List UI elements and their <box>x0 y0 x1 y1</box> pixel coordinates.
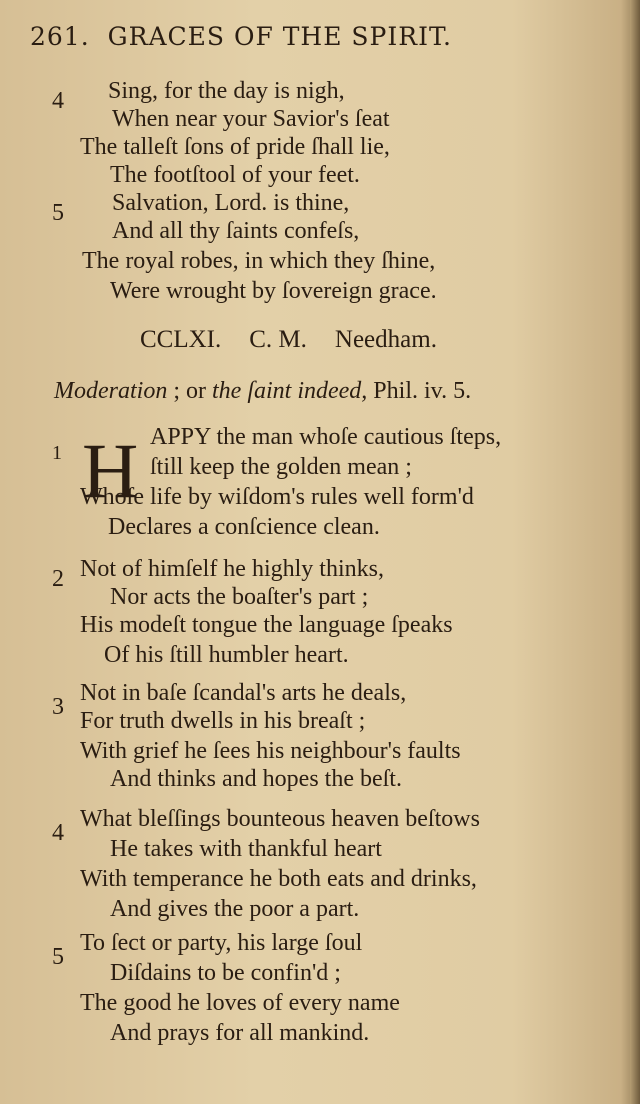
hymn-tune: Needham. <box>334 326 437 353</box>
verse-line: Salvation, Lord. is thine, <box>112 190 350 216</box>
verse-line: Not in baſe ſcandal's arts he deals, <box>80 680 407 706</box>
stanza-number: 4 <box>52 88 64 114</box>
verse-line: The royal robes, in which they ſhine, <box>82 248 436 274</box>
verse-line: When near your Savior's ſeat <box>112 106 390 132</box>
verse-line: With grief he ſees his neighbour's faults <box>80 738 461 764</box>
verse-line: To ſect or party, his large ſoul <box>80 930 363 956</box>
stanza-number: 2 <box>52 566 64 592</box>
stanza-number: 3 <box>52 694 64 720</box>
verse-line: And thinks and hopes the beſt. <box>110 766 402 792</box>
hymn-number: CCLXI. <box>140 326 222 353</box>
subtitle-theme: Moderation <box>54 378 168 404</box>
verse-line: Not of himſelf he highly thinks, <box>80 556 384 582</box>
verse-line: The talleſt ſons of pride ſhall lie, <box>80 134 390 160</box>
verse-line: The good he loves of every name <box>80 990 400 1016</box>
hymn-meter: C. M. <box>249 326 307 353</box>
verse-line: ſtill keep the golden mean ; <box>150 454 412 480</box>
verse-line: And gives the poor a part. <box>110 896 360 922</box>
verse-line: Nor acts the boaſter's part ; <box>110 584 369 610</box>
verse-line: Sing, for the day is nigh, <box>108 78 345 104</box>
verse-line: He takes with thankful heart <box>110 836 382 862</box>
verse-line: With temperance he both eats and drinks, <box>80 866 477 892</box>
running-header <box>30 22 610 51</box>
drop-cap: H <box>82 427 139 514</box>
verse-line: What bleſſings bounteous heaven beſtows <box>80 806 480 832</box>
verse-line: Declares a conſcience clean. <box>108 514 380 540</box>
page-number: 261. <box>30 22 90 51</box>
stanza-number: 5 <box>52 944 64 970</box>
verse-line: Whoſe life by wiſdom's rules well form'd <box>80 484 474 510</box>
verse-line: The footſtool of your feet. <box>110 162 360 188</box>
verse-line: And prays for all mankind. <box>110 1020 370 1046</box>
stanza-number: 5 <box>52 200 64 226</box>
verse-line: His modeſt tongue the language ſpeaks <box>80 612 453 638</box>
hymn-heading <box>140 326 465 354</box>
subtitle-reference: Phil. iv. 5. <box>373 378 472 404</box>
page-edge <box>630 0 640 1104</box>
verse-line: Of his ſtill humbler heart. <box>104 642 349 668</box>
stanza-number: 1 <box>52 442 62 464</box>
verse-line: For truth dwells in his breaſt ; <box>80 708 366 734</box>
verse-line: Were wrought by ſovereign grace. <box>110 278 437 304</box>
hymn-subtitle <box>54 378 471 405</box>
subtitle-connector: ; or <box>173 378 206 404</box>
verse-line: Diſdains to be confin'd ; <box>110 960 341 986</box>
stanza-number: 4 <box>52 820 64 846</box>
header-title: GRACES OF THE SPIRIT. <box>107 22 452 51</box>
verse-line: APPY the man whoſe cautious ſteps, <box>150 424 502 450</box>
verse-line: And all thy ſaints confeſs, <box>112 218 360 244</box>
subtitle-alt: the ſaint indeed, <box>212 378 368 404</box>
